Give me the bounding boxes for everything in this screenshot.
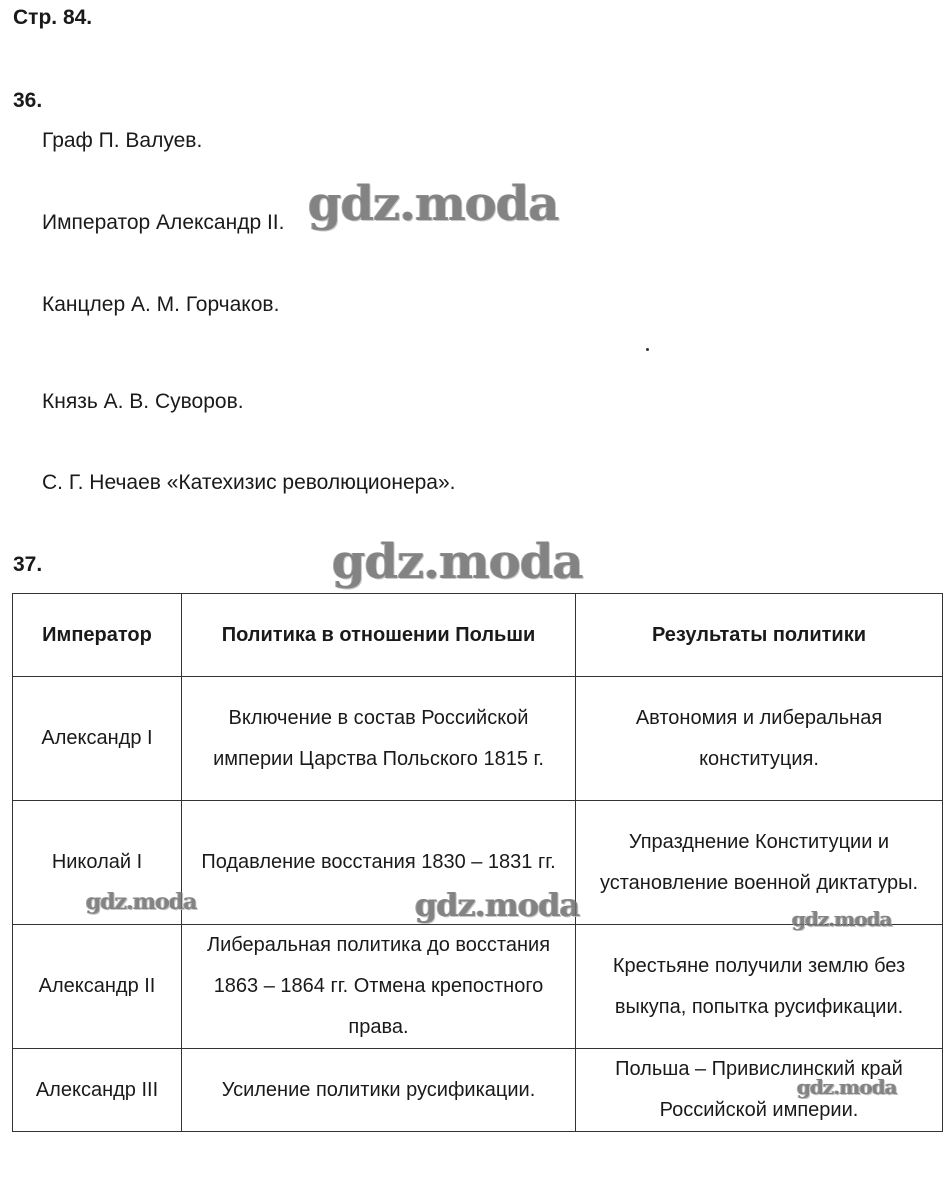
cell-policy: Подавление восстания 1830 – 1831 гг. [182,801,576,925]
task-36-answer-2: Император Александр II. [42,211,285,234]
task-36-answer-1: Граф П. Валуев. [42,129,203,152]
watermark-logo: gdz.moda [332,534,583,590]
header-results: Результаты политики [576,594,943,677]
cell-policy: Включение в состав Российской империи Царства Польского 1815 г. [182,677,576,801]
cell-emperor: Александр I [13,677,182,801]
page-label: Стр. 84. [13,6,93,29]
cell-emperor: Николай I [13,801,182,925]
task-37-number: 37. [13,553,43,576]
cell-policy: Усиление политики русификации. [182,1049,576,1132]
table-row [13,925,943,1049]
task-36-answer-5: С. Г. Нечаев «Катехизис революционера». [42,471,456,494]
watermark-logo: gdz.moda [86,889,197,915]
policy-table [12,593,943,1132]
stray-dot [646,348,649,351]
watermark-logo: gdz.moda [415,886,580,924]
cell-policy: Либеральная политика до восстания 1863 – 1864 гг. Отмена крепостного права. [182,925,576,1049]
table-header-row [13,594,943,677]
task-36-answer-3: Канцлер А. М. Горчаков. [42,293,280,316]
cell-emperor: Александр II [13,925,182,1049]
cell-result: Автономия и либеральная конституция. [576,677,943,801]
cell-result: Польша – Привислинский край Российской империи. [576,1049,943,1132]
cell-result: Крестьяне получили землю без выкупа, попытка русификации. [576,925,943,1049]
header-emperor: Император [13,594,182,677]
watermark-logo: gdz.moda [797,1075,897,1099]
table-row [13,677,943,801]
watermark-logo: gdz.moda [792,907,892,931]
watermark-logo: gdz.moda [308,176,559,232]
task-36-answer-4: Князь А. В. Суворов. [42,390,244,413]
table-row [13,1049,943,1132]
cell-result: Упразднение Конституции и установление военной диктатуры. [576,801,943,925]
header-policy: Политика в отношении Польши [182,594,576,677]
cell-emperor: Александр III [13,1049,182,1132]
table-row [13,801,943,925]
task-36-number: 36. [13,89,43,112]
